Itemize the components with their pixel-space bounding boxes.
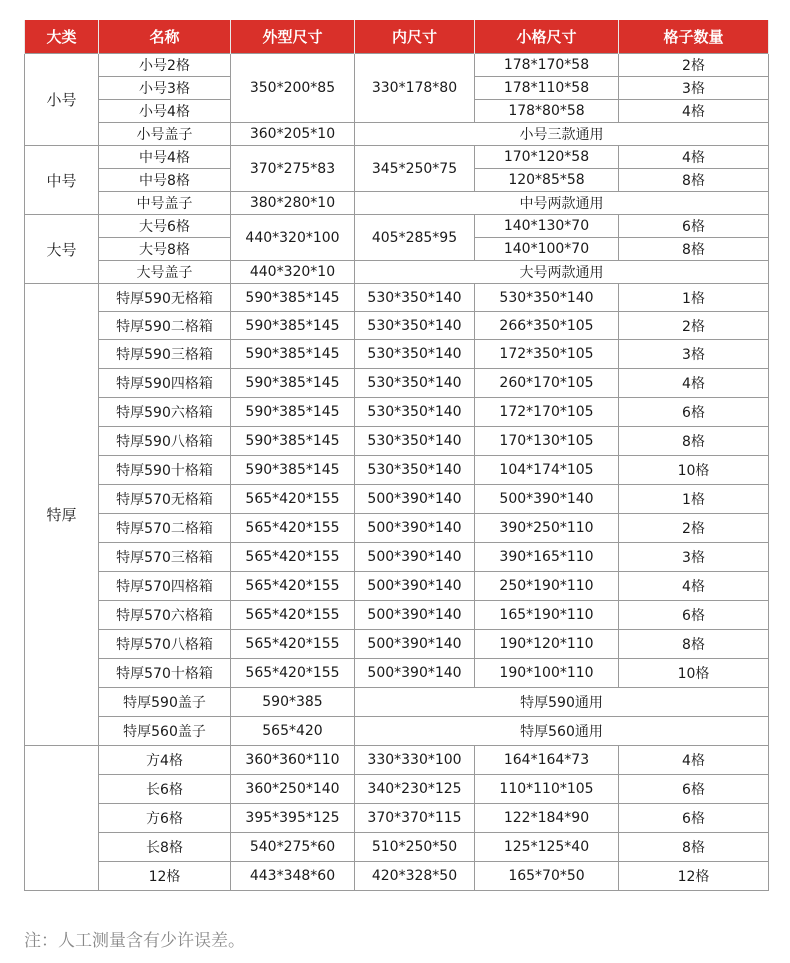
outer-size-cell: 380*280*10 bbox=[231, 192, 355, 215]
category-cell bbox=[25, 746, 99, 891]
cell-count-cell: 6格 bbox=[619, 601, 769, 630]
header-inner-size: 内尺寸 bbox=[355, 20, 475, 54]
name-cell: 小号盖子 bbox=[99, 123, 231, 146]
category-cell: 大号 bbox=[25, 215, 99, 284]
outer-size-cell: 565*420*155 bbox=[231, 572, 355, 601]
cell-size-cell: 266*350*105 bbox=[475, 312, 619, 340]
outer-size-cell: 395*395*125 bbox=[231, 804, 355, 833]
cell-size-cell: 140*130*70 bbox=[475, 215, 619, 238]
header-category: 大类 bbox=[25, 20, 99, 54]
name-cell: 小号3格 bbox=[99, 77, 231, 100]
table-row bbox=[25, 54, 769, 77]
cell-count-cell: 6格 bbox=[619, 215, 769, 238]
name-cell: 中号4格 bbox=[99, 146, 231, 169]
table-row bbox=[25, 601, 769, 630]
name-cell: 特厚570三格箱 bbox=[99, 543, 231, 572]
inner-size-cell: 530*350*140 bbox=[355, 427, 475, 456]
inner-size-cell: 510*250*50 bbox=[355, 833, 475, 862]
outer-size-cell: 565*420*155 bbox=[231, 485, 355, 514]
name-cell: 特厚570八格箱 bbox=[99, 630, 231, 659]
outer-size-cell: 540*275*60 bbox=[231, 833, 355, 862]
name-cell: 12格 bbox=[99, 862, 231, 891]
category-cell: 中号 bbox=[25, 146, 99, 215]
header-cell-size: 小格尺寸 bbox=[475, 20, 619, 54]
category-cell: 小号 bbox=[25, 54, 99, 146]
inner-size-cell: 345*250*75 bbox=[355, 146, 475, 192]
inner-size-cell: 530*350*140 bbox=[355, 340, 475, 369]
outer-size-cell: 590*385*145 bbox=[231, 369, 355, 398]
name-cell: 特厚570六格箱 bbox=[99, 601, 231, 630]
name-cell: 特厚590十格箱 bbox=[99, 456, 231, 485]
cell-count-cell: 8格 bbox=[619, 169, 769, 192]
outer-size-cell: 590*385*145 bbox=[231, 427, 355, 456]
cell-size-cell: 190*100*110 bbox=[475, 659, 619, 688]
inner-size-cell: 500*390*140 bbox=[355, 659, 475, 688]
cell-count-cell: 3格 bbox=[619, 340, 769, 369]
cell-size-cell: 104*174*105 bbox=[475, 456, 619, 485]
inner-size-cell: 330*330*100 bbox=[355, 746, 475, 775]
cell-count-cell: 8格 bbox=[619, 427, 769, 456]
table-row bbox=[25, 123, 769, 146]
inner-size-cell: 500*390*140 bbox=[355, 630, 475, 659]
name-cell: 特厚570二格箱 bbox=[99, 514, 231, 543]
table-row bbox=[25, 398, 769, 427]
header-name: 名称 bbox=[99, 20, 231, 54]
cell-count-cell: 8格 bbox=[619, 833, 769, 862]
outer-size-cell: 590*385*145 bbox=[231, 456, 355, 485]
name-cell: 中号8格 bbox=[99, 169, 231, 192]
cell-count-cell: 1格 bbox=[619, 485, 769, 514]
cell-count-cell: 10格 bbox=[619, 456, 769, 485]
outer-size-cell: 590*385 bbox=[231, 688, 355, 717]
cell-size-cell: 530*350*140 bbox=[475, 284, 619, 312]
name-cell: 方4格 bbox=[99, 746, 231, 775]
lid-note-cell: 大号两款通用 bbox=[355, 261, 769, 284]
outer-size-cell: 565*420*155 bbox=[231, 543, 355, 572]
cell-size-cell: 178*170*58 bbox=[475, 54, 619, 77]
cell-count-cell: 6格 bbox=[619, 398, 769, 427]
cell-size-cell: 390*165*110 bbox=[475, 543, 619, 572]
table-row bbox=[25, 485, 769, 514]
header-outer-size: 外型尺寸 bbox=[231, 20, 355, 54]
name-cell: 小号4格 bbox=[99, 100, 231, 123]
cell-size-cell: 170*120*58 bbox=[475, 146, 619, 169]
outer-size-cell: 360*360*110 bbox=[231, 746, 355, 775]
table-row bbox=[25, 717, 769, 746]
outer-size-cell: 370*275*83 bbox=[231, 146, 355, 192]
cell-count-cell: 8格 bbox=[619, 630, 769, 659]
lid-note-cell: 特厚560通用 bbox=[355, 717, 769, 746]
table-row bbox=[25, 261, 769, 284]
inner-size-cell: 530*350*140 bbox=[355, 398, 475, 427]
measurement-note: 注：人工测量含有少许误差。 bbox=[24, 931, 245, 951]
cell-size-cell: 172*350*105 bbox=[475, 340, 619, 369]
inner-size-cell: 500*390*140 bbox=[355, 543, 475, 572]
name-cell: 方6格 bbox=[99, 804, 231, 833]
table-row bbox=[25, 427, 769, 456]
outer-size-cell: 590*385*145 bbox=[231, 340, 355, 369]
name-cell: 特厚560盖子 bbox=[99, 717, 231, 746]
name-cell: 大号8格 bbox=[99, 238, 231, 261]
table-row bbox=[25, 688, 769, 717]
cell-count-cell: 10格 bbox=[619, 659, 769, 688]
outer-size-cell: 565*420 bbox=[231, 717, 355, 746]
cell-count-cell: 3格 bbox=[619, 543, 769, 572]
name-cell: 小号2格 bbox=[99, 54, 231, 77]
cell-count-cell: 4格 bbox=[619, 100, 769, 123]
table-row bbox=[25, 775, 769, 804]
outer-size-cell: 360*205*10 bbox=[231, 123, 355, 146]
name-cell: 特厚570十格箱 bbox=[99, 659, 231, 688]
lid-note-cell: 特厚590通用 bbox=[355, 688, 769, 717]
table-row bbox=[25, 284, 769, 312]
cell-size-cell: 390*250*110 bbox=[475, 514, 619, 543]
lid-note-cell: 小号三款通用 bbox=[355, 123, 769, 146]
outer-size-cell: 565*420*155 bbox=[231, 514, 355, 543]
table-row bbox=[25, 215, 769, 238]
table-row bbox=[25, 456, 769, 485]
name-cell: 特厚590无格箱 bbox=[99, 284, 231, 312]
name-cell: 特厚590八格箱 bbox=[99, 427, 231, 456]
cell-count-cell: 2格 bbox=[619, 312, 769, 340]
inner-size-cell: 530*350*140 bbox=[355, 284, 475, 312]
outer-size-cell: 590*385*145 bbox=[231, 398, 355, 427]
table-row bbox=[25, 192, 769, 215]
outer-size-cell: 350*200*85 bbox=[231, 54, 355, 123]
name-cell: 特厚590三格箱 bbox=[99, 340, 231, 369]
cell-count-cell: 4格 bbox=[619, 146, 769, 169]
lid-note-cell: 中号两款通用 bbox=[355, 192, 769, 215]
cell-size-cell: 165*70*50 bbox=[475, 862, 619, 891]
cell-count-cell: 2格 bbox=[619, 514, 769, 543]
inner-size-cell: 530*350*140 bbox=[355, 456, 475, 485]
cell-count-cell: 12格 bbox=[619, 862, 769, 891]
inner-size-cell: 500*390*140 bbox=[355, 601, 475, 630]
cell-count-cell: 4格 bbox=[619, 746, 769, 775]
outer-size-cell: 565*420*155 bbox=[231, 601, 355, 630]
cell-count-cell: 1格 bbox=[619, 284, 769, 312]
cell-count-cell: 2格 bbox=[619, 54, 769, 77]
outer-size-cell: 590*385*145 bbox=[231, 312, 355, 340]
outer-size-cell: 440*320*100 bbox=[231, 215, 355, 261]
cell-size-cell: 164*164*73 bbox=[475, 746, 619, 775]
name-cell: 特厚590二格箱 bbox=[99, 312, 231, 340]
inner-size-cell: 500*390*140 bbox=[355, 514, 475, 543]
cell-size-cell: 122*184*90 bbox=[475, 804, 619, 833]
inner-size-cell: 340*230*125 bbox=[355, 775, 475, 804]
table-row bbox=[25, 369, 769, 398]
inner-size-cell: 530*350*140 bbox=[355, 312, 475, 340]
inner-size-cell: 420*328*50 bbox=[355, 862, 475, 891]
spec-table bbox=[24, 20, 769, 891]
outer-size-cell: 443*348*60 bbox=[231, 862, 355, 891]
table-row bbox=[25, 659, 769, 688]
name-cell: 特厚570四格箱 bbox=[99, 572, 231, 601]
table-row bbox=[25, 312, 769, 340]
name-cell: 长6格 bbox=[99, 775, 231, 804]
inner-size-cell: 370*370*115 bbox=[355, 804, 475, 833]
category-cell: 特厚 bbox=[25, 284, 99, 746]
outer-size-cell: 565*420*155 bbox=[231, 659, 355, 688]
name-cell: 特厚570无格箱 bbox=[99, 485, 231, 514]
table-row bbox=[25, 514, 769, 543]
inner-size-cell: 330*178*80 bbox=[355, 54, 475, 123]
inner-size-cell: 500*390*140 bbox=[355, 485, 475, 514]
outer-size-cell: 590*385*145 bbox=[231, 284, 355, 312]
cell-count-cell: 3格 bbox=[619, 77, 769, 100]
cell-size-cell: 500*390*140 bbox=[475, 485, 619, 514]
inner-size-cell: 405*285*95 bbox=[355, 215, 475, 261]
cell-size-cell: 178*80*58 bbox=[475, 100, 619, 123]
name-cell: 特厚590四格箱 bbox=[99, 369, 231, 398]
table-row bbox=[25, 543, 769, 572]
table-row bbox=[25, 340, 769, 369]
inner-size-cell: 500*390*140 bbox=[355, 572, 475, 601]
cell-size-cell: 172*170*105 bbox=[475, 398, 619, 427]
cell-size-cell: 250*190*110 bbox=[475, 572, 619, 601]
outer-size-cell: 440*320*10 bbox=[231, 261, 355, 284]
name-cell: 大号盖子 bbox=[99, 261, 231, 284]
name-cell: 大号6格 bbox=[99, 215, 231, 238]
inner-size-cell: 530*350*140 bbox=[355, 369, 475, 398]
cell-size-cell: 140*100*70 bbox=[475, 238, 619, 261]
cell-size-cell: 125*125*40 bbox=[475, 833, 619, 862]
outer-size-cell: 360*250*140 bbox=[231, 775, 355, 804]
cell-count-cell: 4格 bbox=[619, 369, 769, 398]
cell-count-cell: 8格 bbox=[619, 238, 769, 261]
header-row bbox=[25, 20, 769, 54]
table-row bbox=[25, 833, 769, 862]
table-row bbox=[25, 630, 769, 659]
cell-count-cell: 6格 bbox=[619, 804, 769, 833]
cell-size-cell: 178*110*58 bbox=[475, 77, 619, 100]
cell-size-cell: 110*110*105 bbox=[475, 775, 619, 804]
cell-size-cell: 190*120*110 bbox=[475, 630, 619, 659]
table-row bbox=[25, 804, 769, 833]
table-row bbox=[25, 572, 769, 601]
cell-count-cell: 4格 bbox=[619, 572, 769, 601]
table-row bbox=[25, 746, 769, 775]
name-cell: 特厚590六格箱 bbox=[99, 398, 231, 427]
cell-size-cell: 120*85*58 bbox=[475, 169, 619, 192]
name-cell: 长8格 bbox=[99, 833, 231, 862]
cell-size-cell: 260*170*105 bbox=[475, 369, 619, 398]
name-cell: 特厚590盖子 bbox=[99, 688, 231, 717]
cell-size-cell: 170*130*105 bbox=[475, 427, 619, 456]
name-cell: 中号盖子 bbox=[99, 192, 231, 215]
header-cell-count: 格子数量 bbox=[619, 20, 769, 54]
outer-size-cell: 565*420*155 bbox=[231, 630, 355, 659]
cell-size-cell: 165*190*110 bbox=[475, 601, 619, 630]
table-row bbox=[25, 146, 769, 169]
cell-count-cell: 6格 bbox=[619, 775, 769, 804]
table-row bbox=[25, 862, 769, 891]
